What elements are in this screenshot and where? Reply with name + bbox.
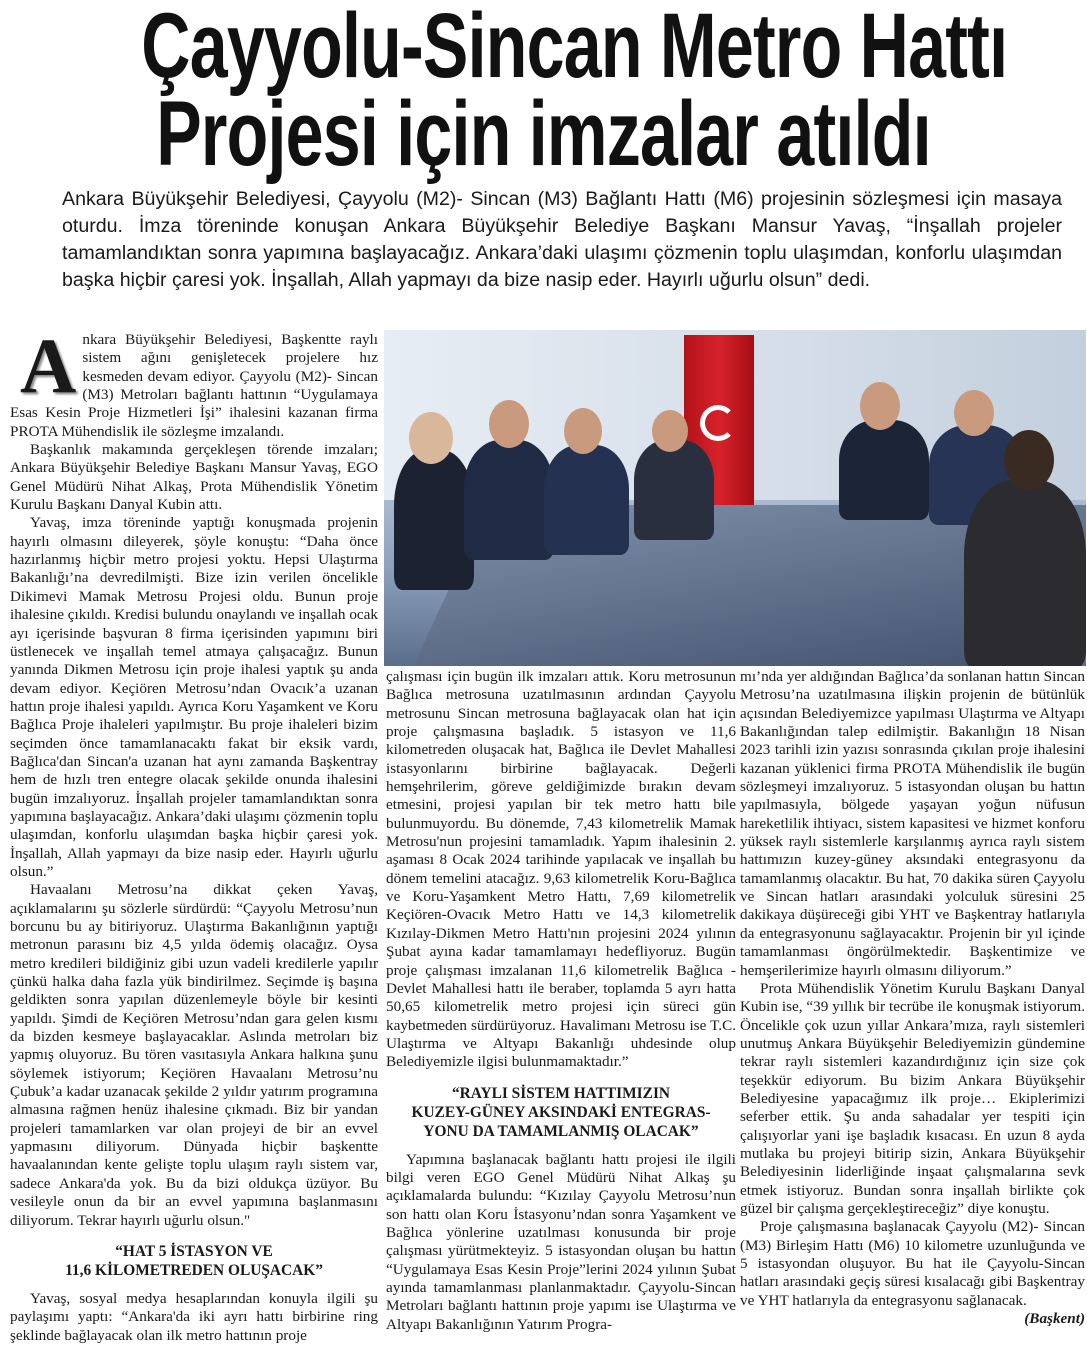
source-credit: (Başkent) xyxy=(1024,1310,1085,1328)
paragraph: Yavaş, imza töreninde yaptığı konuşmada projenin hayırlı olmasını dileyerek, şöyle konuştu: “Daha önce hazırlanmış hiçbir metro projesi yoktu. Hepsi Ulaştırma Bakanlığı’na devredilmişti. Bize izin verilen öncelikle Dikimevi Mamak Metrosu Projesi oldu. Bunun proje ihalesine çıkıldı. Kredisi bulundu onaylandı ve inşallah ocak ayı içerisinde başvuran 8 firma içerisinden yapımını biri üstlenecek ve inşallah temel atmaya çalışacağız. Bunun yanında Dikmen Metrosu için proje ihalesi yaptık şu anda devam ediyor. Keçiören Metrosu’ndan Ovacık’a uzanan hattın proje ihalesi yapıldı. Ayrıca Koru Yaşamkent ve Koru Bağlıca Proje ihaleleri yapılmıştır. Bu proje ihaleleri bizim seçimden önce tamamlanacaktı fakat bir eksik vardı, Bağlıca'dan Sincan'a uzanan hat aynı zamanda Başkentray hem de hızlı tren entegre olacak şekilde onunda ihalesini bugün imzalıyoruz. İnşallah projeler tamamlandıktan sonra yapımına başlayacağız. Ankara’daki ulaşımı çözmenin toplu ulaşımdan, konforlu ulaşımdan başka hiçbir çaresi yok. İnşallah, Allah yapmayı da bize nasip eder. Hayırlı uğurlu olsun.” xyxy=(10,514,378,880)
paragraph: Yavaş, sosyal medya hesaplarından konuyla ilgili şu paylaşımı yaptı: “Ankara'da iki ayrı hattı birbirine ring şeklinde bağlayacak olan ilk metro hattının proje xyxy=(10,1289,378,1344)
lead-paragraph: Ankara Büyükşehir Belediyesi, Çayyolu (M2)- Sincan (M3) Bağlantı Hattı (M6) projesinin sözleşmesi için masaya oturdu. İmza töreninde konuşan Ankara Büyükşehir Belediye Başkanı Mansur Yavaş, “İnşallah projeler tamamlandıktan sonra yapımına başlayacağız. Ankara’daki ulaşımı çözmenin toplu ulaşımdan, konforlu ulaşımdan başka hiçbir çaresi yok. İnşallah, Allah yapmayı da bize nasip eder. Hayırlı uğurlu olsun” dedi. xyxy=(62,188,1062,291)
paragraph: Yapımına başlanacak bağlantı hattı projesi ile ilgili bilgi veren EGO Genel Müdürü Nihat Alkaş şu açıklamalarda bulundu: “Kızılay Çayyolu Metrosu’nun son hattı olan Koru İstasyonu’ndan sonra Yaşamkent ve Bağlıca yönlerine uzatılması konusunda bir proje çalışması yürütmekteyiz. 5 istasyondan oluşan bu hattın “Uygulamaya Esas Kesin Proje”lerini 2024 yılının Şubat ayında tamamlanması planlanmaktadır. Çayyolu-Sincan Metroları bağlantı hattının proje yapımı ise Ulaştırma ve Altyapı Bakanlığının Yatırım Progra- xyxy=(386,1150,736,1333)
headline-line-2: Projesi için imzalar atıldı xyxy=(156,83,931,185)
paragraph: Havaalanı Metrosu’na dikkat çeken Yavaş, açıklamalarını şu sözlerle sürdürdü: “Çayyolu Metrosu’nun borcunu bu ay bitiriyoruz. Ulaştırma Bakanlığının yaptığı metronun parasını biz 4,5 yılda ödemiş olacağız. Oysa metro kredileri bildiğiniz gibi uzun vadeli kredilerle yapılır çünkü halka daha fazla yük bindirilmez. Seçimde iş başına geldikten sonra yapılan düzenlemeyle böyle bir kesinti yapıldı. Şimdi de Keçiören Metrosu’ndan gara gelen kısmı da bizden kesmeye başlayacaklar. Aslında metroları biz yapmış oluyoruz. Bu tören vasıtasıyla Ankara halkına şunu söylemek istiyorum; Keçiören Havaalanı Metrosu’nu Çubuk’a kadar uzanacak şekilde 2 yıldır yatırım programına almasına rağmen henüz ihalesine çıkmadı. Biz bir yandan projeleri tamamlarken var olan projeyi de bir an evvel yapmasını diliyorum. Dünyada hiçbir başkentte havaalanından kente gelişte toplu ulaşım raylı sistem var, sadece Ankara'da yok. Bu da bizi oldukça üzüyor. Bu vesileyle onun da bir an evvel yapımına başlanmasını diliyorum. Tekrar hayırlı uğurlu olsun." xyxy=(10,881,378,1229)
headline xyxy=(0,0,1087,185)
signing-ceremony-photo xyxy=(384,330,1086,666)
column-3 xyxy=(740,668,1085,1328)
paragraph: nkara Büyükşehir Belediyesi, Başkentte raylı sistem ağını genişletecek projelere hız kesmeden devam ediyor. Çayyolu (M2)- Sincan (M3) Metroları bağlantı hattının “Uygulamaya Esas Kesin Proje Hizmetleri İşi” ihalesini kazanan firma PROTA Mühendislik ile sözleşme imzalandı. xyxy=(10,331,378,440)
subheading: “HAT 5 İSTASYON VE 11,6 KİLOMETREDEN OLUŞACAK” xyxy=(65,1242,323,1279)
paragraph: çalışması için bugün ilk imzaları attık. Koru metrosunun Bağlıca metrosuna uzatılmasının ardından Çayyolu metrosunu Sincan metrosuna bağlayacak olan hat için proje çalışmasına başladık. 5 istasyon ve 11,6 kilometreden oluşacak hat, Bağlıca ile Devlet Mahallesi istasyonlarını birbirine bağlayacak. Değerli hemşehrilerim, göreve geldiğimizde bırakın devam etmesini, projesi yapılan bir tek metro hattı bile bulunmuyordu. Bu dönemde, 7,43 kilometrelik Mamak Metrosu'nun projesini tamamladık. Yapım ihalesinin 2. aşaması 8 Ocak 2024 tarihinde yapılacak ve inşallah bu dönem temelini atacağız. 9,63 kilometrelik Koru-Bağlıca ve Koru-Yaşamkent Metro Hattı, 7,69 kilometrelik Keçiören-Ovacık Metro Hattı ve 14,3 kilometrelik Kızılay-Dikmen Metro Hattı'nın projesini 2024 yılının Şubat ayına kadar tamamlamayı hedefliyoruz. Bugün proje çalışması imzalanan 11,6 kilometrelik Bağlıca - Devlet Mahallesi hattı ile beraber, toplamda 5 ayrı hatta 50,65 kilometrelik metro projesi için süreci gün kaybetmeden sürdürüyoruz. Havalimanı Metrosu ise T.C. Ulaştırma ve Altyapı Bakanlığı uhdesinde olup Belediyemizle ilgisi bulunmamaktadır.” xyxy=(386,668,736,1071)
column-1 xyxy=(10,322,378,1345)
paragraph: Prota Mühendislik Yönetim Kurulu Başkanı Danyal Kubin ise, “39 yıllık bir tecrübe ile konuşmak istiyorum. Öncelikle çok uzun yıllar Ankara’mıza, raylı sistemleri unutmuş Ankara Büyükşehir Belediyemizin gündemine tekrar raylı sistemleri kazandırdığınız için size çok teşekkür ediyorum. Bu bizim Ankara Büyükşehir Belediyesine yapacağımız ilk proje… Ekiplerimizi seferber ettik. Şu anda sahadalar yer tespiti için çalışıyorlar yani işe başladık kısacası. En uzun 8 ayda mutlaka bu projeyi bitirip sizin, Ankara Büyükşehir Belediyesinin liderliğinde inşaat çalışmalarına sevk etmek istiyoruz. Bundan sonra inşallah birlikte çok güzel bir çalışma gerçekleştireceğiz” diye konuştu. xyxy=(740,979,1085,1217)
paragraph: mı’nda yer aldığından Bağlıca’da sonlanan hattın Sincan Metrosu’na uzatılmasına ilişkin projenin de bütünlük açısından Belediyemizce yapılması Ulaştırma ve Altyapı Bakanlığından talep edilmiştir. Bakanlığın 18 Nisan 2023 tarihli izin yazısı sonrasında çıkılan proje ihalesini kazanan yüklenici firma PROTA Mühendislik ile bugün sözleşmeyi imzalıyoruz. 5 istasyondan oluşan bu hattın yapılmasıyla, bölgede yaşayan yoğun nüfusun hareketlilik ihtiyacı, sistem kapasitesi ve hizmet konforu yüksek raylı sistemlerle karşılanmış ayrıca raylı sistem hattımızın kuzey-güney aksındaki entegrasyonu da tamamlanmış olacaktır. Bu hat, 70 dakika süren Çayyolu ve Sincan hatları arasındaki yolculuk süresini 25 dakikaya düşüreceği gibi YHT ve Başkentray hatlarıyla da entegrasyonunu sağlayacaktır. Projenin bir yıl içinde tamamlanması öngörülmektedir. Başkentimize ve hemşerilerimize hayırlı olmasını diliyorum.” xyxy=(740,668,1085,979)
paragraph: Başkanlık makamında gerçekleşen törende imzaları; Ankara Büyükşehir Belediye Başkanı Mansur Yavaş, EGO Genel Müdürü Nihat Alkaş, Prota Mühendislik Yönetim Kurulu Başkanı Danyal Kubin attı. xyxy=(10,441,378,514)
subheading: “RAYLI SİSTEM HATTIMIZIN KUZEY-GÜNEY AKSINDAKİ ENTEGRAS- YONU DA TAMAMLANMIŞ OLACAK” xyxy=(411,1084,711,1140)
drop-cap: A xyxy=(20,322,77,409)
paragraph: Proje çalışmasına başlanacak Çayyolu (M2)- Sincan (M3) Birleşim Hattı (M6) 10 kilometre uzunluğunda ve 5 istasyondan oluşuyor. Bu hat ile Çayyolu-Sincan hatları arasındaki geçiş süresi kısalacağı gibi Başkentray ve YHT hatlarıyla da entegrasyonu sağlanacak. (Başkent) xyxy=(740,1218,1085,1328)
column-2 xyxy=(386,668,736,1334)
headline-line-1: Çayyolu-Sincan Metro Hattı xyxy=(141,0,1008,97)
